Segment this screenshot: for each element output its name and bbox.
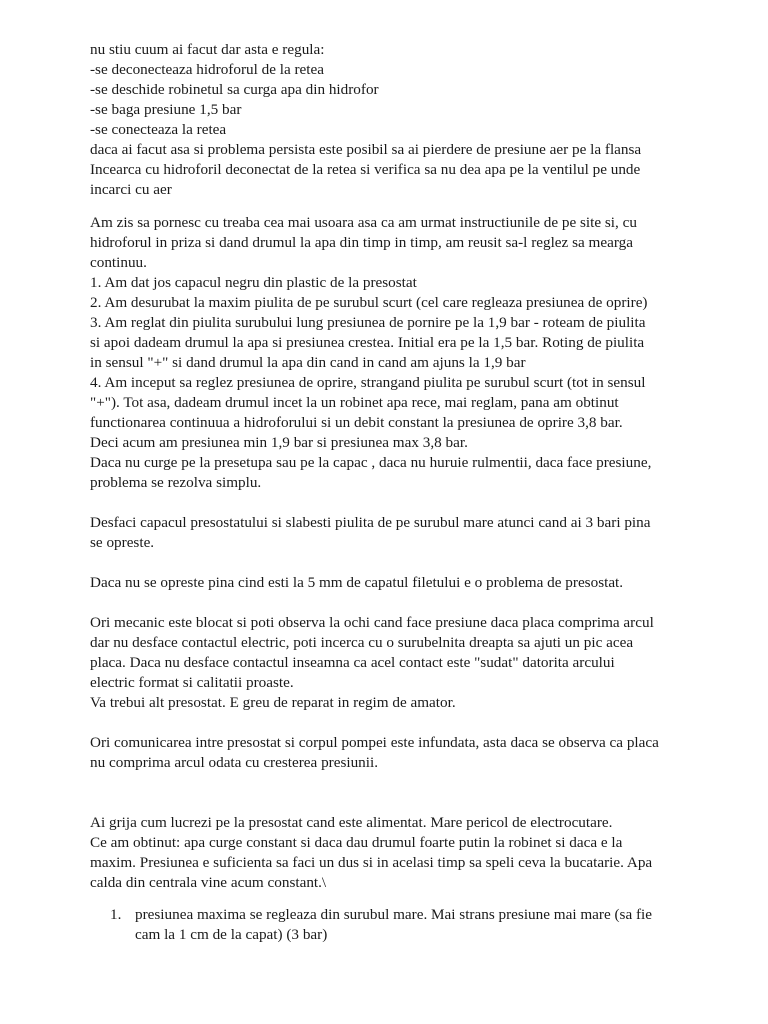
text-line: Daca nu se opreste pina cind esti la 5 mm de capatul filetului e o problema de presostat.	[90, 574, 624, 591]
text-line: Ori mecanic este blocat si poti observa la ochi cand face presiune daca placa comprima arcul	[90, 614, 654, 631]
text-line: 2. Am desurubat la maxim piulita de pe surubul scurt (cel care regleaza presiunea de oprire)	[90, 294, 648, 311]
list-item	[90, 905, 730, 945]
text-line: si apoi dadeam drumul la apa si presiunea crestea. Initial era pe la 1,5 bar. Roting de piulita	[90, 334, 645, 351]
paragraph-gap	[90, 773, 730, 813]
paragraph-mechanical-block	[90, 613, 730, 713]
text-line: 1. Am dat jos capacul negru din plastic de la presostat	[90, 274, 417, 291]
text-line: Desfaci capacul presostatului si slabesti piulita de pe surubul mare atunci cand ai 3 bari pina	[90, 514, 651, 531]
text-line: dar nu desface contactul electric, poti incerca cu o surubelnita dreapta sa ajuti un pic acea	[90, 634, 634, 651]
text-line: hidroforul in priza si dand drumul la apa din timp in timp, am reusit sa-l reglez sa mearga	[90, 234, 633, 251]
text-line: nu stiu cuum ai facut dar asta e regula:	[90, 41, 325, 58]
paragraph-thread-check	[90, 573, 730, 593]
text-line: maxim. Presiunea e suficienta sa faci un dus si in acelasi timp sa speli ceva la bucatarie. Apa	[90, 854, 653, 871]
document-page	[90, 40, 730, 945]
text-line: se opreste.	[90, 534, 155, 551]
paragraph-adjustment-steps	[90, 213, 730, 493]
text-line: in sensul "+" si dand drumul la apa din cand in cand am ajuns la 1,9 bar	[90, 354, 526, 371]
text-line: continuu.	[90, 254, 147, 271]
text-line: incarci cu aer	[90, 181, 172, 198]
text-line: Va trebui alt presostat. E greu de reparat in regim de amator.	[90, 694, 456, 711]
paragraph-gap	[90, 713, 730, 733]
text-line: daca ai facut asa si problema persista este posibil sa ai pierdere de presiune aer pe la flansa	[90, 141, 642, 158]
text-line: electric format si calitatii proaste.	[90, 674, 294, 691]
text-line: Incearca cu hidroforil deconectat de la retea si verifica sa nu dea apa pe la ventilul pe unde	[90, 161, 641, 178]
paragraph-gap	[90, 493, 730, 513]
text-line: Deci acum am presiunea min 1,9 bar si presiunea max 3,8 bar.	[90, 434, 468, 451]
paragraph-gap	[90, 893, 730, 905]
paragraph-safety-result	[90, 813, 730, 893]
text-line: Am zis sa pornesc cu treaba cea mai usoara asa ca am urmat instructiunile de pe site si, cu	[90, 214, 637, 231]
text-line: -se baga presiune 1,5 bar	[90, 101, 242, 118]
paragraph-instructions-rule	[90, 40, 730, 200]
list-item-number: 1.	[110, 906, 122, 923]
numbered-list	[90, 905, 730, 945]
text-line: functionarea continuua a hidroforului si un debit constant la presiunea de oprire 3,8 bar.	[90, 414, 623, 431]
text-line: calda din centrala vine acum constant.\	[90, 874, 327, 891]
paragraph-gap	[90, 200, 730, 213]
text-line: nu comprima arcul odata cu cresterea presiunii.	[90, 754, 379, 771]
paragraph-clogged-channel	[90, 733, 730, 773]
text-line: placa. Daca nu desface contactul inseamna ca acel contact este "sudat" datorita arcului	[90, 654, 615, 671]
paragraph-gap	[90, 593, 730, 613]
text-line: Ce am obtinut: apa curge constant si daca dau drumul foarte putin la robinet si daca e la	[90, 834, 623, 851]
text-line: Ori comunicarea intre presostat si corpul pompei este infundata, asta daca se observa ca placa	[90, 734, 659, 751]
paragraph-gap	[90, 553, 730, 573]
text-line: Daca nu curge pe la presetupa sau pe la capac , daca nu huruie rulmentii, daca face presiune,	[90, 454, 652, 471]
paragraph-loosen-nut	[90, 513, 730, 553]
text-line: presiunea maxima se regleaza din surubul mare. Mai strans presiune mai mare (sa fie	[135, 906, 653, 923]
text-line: 3. Am reglat din piulita surubului lung presiunea de pornire pe la 1,9 bar - roteam de piulita	[90, 314, 646, 331]
text-line: -se deschide robinetul sa curga apa din hidrofor	[90, 81, 379, 98]
text-line: -se conecteaza la retea	[90, 121, 227, 138]
text-line: Ai grija cum lucrezi pe la presostat cand este alimentat. Mare pericol de electrocutare.	[90, 814, 613, 831]
text-line: "+"). Tot asa, dadeam drumul incet la un robinet apa rece, mai reglam, pana am obtinut	[90, 394, 619, 411]
text-line: 4. Am inceput sa reglez presiunea de oprire, strangand piulita pe surubul scurt (tot in sensul	[90, 374, 646, 391]
text-line: -se deconecteaza hidroforul de la retea	[90, 61, 324, 78]
text-line: cam la 1 cm de la capat) (3 bar)	[135, 926, 328, 943]
text-line: problema se rezolva simplu.	[90, 474, 262, 491]
